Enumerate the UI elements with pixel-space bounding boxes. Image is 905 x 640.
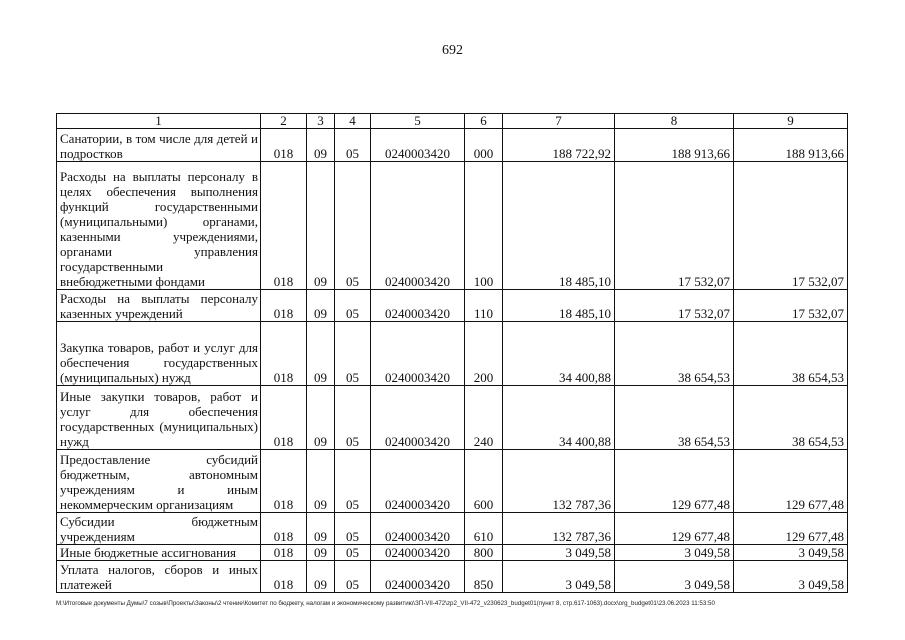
cell-amount-col8: 3 049,58 bbox=[615, 561, 734, 593]
cell-ministry-code: 018 bbox=[261, 322, 307, 386]
table-row bbox=[57, 545, 848, 561]
cell-subsection: 05 bbox=[335, 129, 371, 162]
cell-ministry-code: 018 bbox=[261, 561, 307, 593]
column-header: 9 bbox=[734, 114, 848, 129]
cell-section: 09 bbox=[307, 545, 335, 561]
cell-ministry-code: 018 bbox=[261, 129, 307, 162]
cell-section: 09 bbox=[307, 162, 335, 290]
cell-target-article: 0240003420 bbox=[371, 162, 465, 290]
cell-target-article: 0240003420 bbox=[371, 450, 465, 513]
cell-expense-type: 610 bbox=[465, 513, 503, 545]
cell-amount-col7: 132 787,36 bbox=[503, 450, 615, 513]
row-description: Закупка товаров, работ и услуг для обеспечения государственных (муниципальных) нужд bbox=[57, 322, 261, 386]
column-header: 2 bbox=[261, 114, 307, 129]
row-description: Иные бюджетные ассигнования bbox=[57, 545, 261, 561]
cell-expense-type: 850 bbox=[465, 561, 503, 593]
document-path-footer: M:\Итоговые документы Думы\7 созыв\Проекты\Законы\2 чтение\Комитет по бюджету, налогам и экономическому развитию\ЗП-VII-472\zp2_VII-472_v230623_budget01(пункт 8, стр.617-1063).docx\org_budget01\23.06.2023 11:53:50 bbox=[56, 600, 715, 607]
cell-amount-col7: 18 485,10 bbox=[503, 290, 615, 322]
cell-amount-col8: 129 677,48 bbox=[615, 513, 734, 545]
cell-ministry-code: 018 bbox=[261, 450, 307, 513]
cell-ministry-code: 018 bbox=[261, 386, 307, 450]
cell-target-article: 0240003420 bbox=[371, 322, 465, 386]
row-description: Субсидии бюджетным учреждениям bbox=[57, 513, 261, 545]
cell-target-article: 0240003420 bbox=[371, 290, 465, 322]
header-row bbox=[57, 114, 848, 129]
budget-table bbox=[56, 113, 848, 593]
cell-amount-col8: 129 677,48 bbox=[615, 450, 734, 513]
cell-expense-type: 100 bbox=[465, 162, 503, 290]
cell-section: 09 bbox=[307, 450, 335, 513]
cell-amount-col9: 17 532,07 bbox=[734, 290, 848, 322]
table-row bbox=[57, 561, 848, 593]
cell-amount-col7: 188 722,92 bbox=[503, 129, 615, 162]
cell-section: 09 bbox=[307, 322, 335, 386]
cell-amount-col9: 129 677,48 bbox=[734, 450, 848, 513]
table-row bbox=[57, 386, 848, 450]
cell-amount-col7: 18 485,10 bbox=[503, 162, 615, 290]
cell-amount-col9: 129 677,48 bbox=[734, 513, 848, 545]
cell-ministry-code: 018 bbox=[261, 545, 307, 561]
cell-target-article: 0240003420 bbox=[371, 561, 465, 593]
cell-amount-col9: 38 654,53 bbox=[734, 386, 848, 450]
cell-target-article: 0240003420 bbox=[371, 386, 465, 450]
column-header: 5 bbox=[371, 114, 465, 129]
cell-amount-col8: 38 654,53 bbox=[615, 386, 734, 450]
cell-expense-type: 800 bbox=[465, 545, 503, 561]
cell-amount-col9: 188 913,66 bbox=[734, 129, 848, 162]
cell-amount-col7: 3 049,58 bbox=[503, 545, 615, 561]
table-row bbox=[57, 513, 848, 545]
table-row bbox=[57, 322, 848, 386]
cell-amount-col8: 3 049,58 bbox=[615, 545, 734, 561]
cell-amount-col8: 17 532,07 bbox=[615, 290, 734, 322]
cell-section: 09 bbox=[307, 386, 335, 450]
cell-amount-col7: 34 400,88 bbox=[503, 386, 615, 450]
table-row bbox=[57, 129, 848, 162]
row-description: Уплата налогов, сборов и иных платежей bbox=[57, 561, 261, 593]
cell-subsection: 05 bbox=[335, 290, 371, 322]
cell-section: 09 bbox=[307, 290, 335, 322]
cell-subsection: 05 bbox=[335, 545, 371, 561]
cell-expense-type: 000 bbox=[465, 129, 503, 162]
cell-section: 09 bbox=[307, 513, 335, 545]
cell-amount-col7: 34 400,88 bbox=[503, 322, 615, 386]
cell-subsection: 05 bbox=[335, 322, 371, 386]
cell-ministry-code: 018 bbox=[261, 290, 307, 322]
table-row bbox=[57, 290, 848, 322]
cell-expense-type: 200 bbox=[465, 322, 503, 386]
cell-subsection: 05 bbox=[335, 162, 371, 290]
cell-amount-col7: 3 049,58 bbox=[503, 561, 615, 593]
cell-target-article: 0240003420 bbox=[371, 129, 465, 162]
cell-amount-col9: 38 654,53 bbox=[734, 322, 848, 386]
cell-expense-type: 600 bbox=[465, 450, 503, 513]
cell-target-article: 0240003420 bbox=[371, 545, 465, 561]
table-row bbox=[57, 162, 848, 290]
cell-amount-col9: 17 532,07 bbox=[734, 162, 848, 290]
cell-expense-type: 110 bbox=[465, 290, 503, 322]
cell-expense-type: 240 bbox=[465, 386, 503, 450]
row-description: Санатории, в том числе для детей и подростков bbox=[57, 129, 261, 162]
column-header: 3 bbox=[307, 114, 335, 129]
cell-amount-col9: 3 049,58 bbox=[734, 561, 848, 593]
cell-subsection: 05 bbox=[335, 561, 371, 593]
cell-amount-col9: 3 049,58 bbox=[734, 545, 848, 561]
column-header: 1 bbox=[57, 114, 261, 129]
cell-ministry-code: 018 bbox=[261, 162, 307, 290]
column-header: 4 bbox=[335, 114, 371, 129]
cell-amount-col8: 38 654,53 bbox=[615, 322, 734, 386]
column-header: 6 bbox=[465, 114, 503, 129]
column-header: 7 bbox=[503, 114, 615, 129]
row-description: Иные закупки товаров, работ и услуг для обеспечения государственных (муниципальных) нужд bbox=[57, 386, 261, 450]
cell-amount-col8: 188 913,66 bbox=[615, 129, 734, 162]
cell-subsection: 05 bbox=[335, 450, 371, 513]
cell-target-article: 0240003420 bbox=[371, 513, 465, 545]
cell-subsection: 05 bbox=[335, 513, 371, 545]
row-description: Предоставление субсидий бюджетным, автономным учреждениям и иным некоммерческим организациям bbox=[57, 450, 261, 513]
column-header: 8 bbox=[615, 114, 734, 129]
page-number: 692 bbox=[442, 43, 463, 58]
cell-subsection: 05 bbox=[335, 386, 371, 450]
cell-amount-col8: 17 532,07 bbox=[615, 162, 734, 290]
cell-section: 09 bbox=[307, 561, 335, 593]
row-description: Расходы на выплаты персоналу в целях обеспечения выполнения функций государственными (муниципальными) органами, казенными учреждениями, органами управления государственными внебюджетными фондами bbox=[57, 162, 261, 290]
row-description: Расходы на выплаты персоналу казенных учреждений bbox=[57, 290, 261, 322]
table-row bbox=[57, 450, 848, 513]
cell-section: 09 bbox=[307, 129, 335, 162]
cell-amount-col7: 132 787,36 bbox=[503, 513, 615, 545]
cell-ministry-code: 018 bbox=[261, 513, 307, 545]
